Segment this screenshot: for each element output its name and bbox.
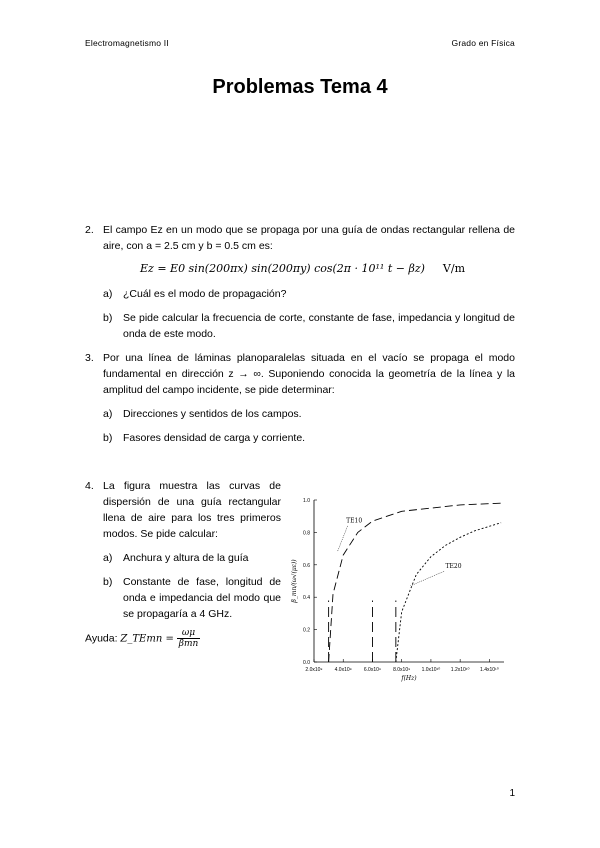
problem-2 <box>85 222 515 254</box>
problem-2-number: 2. <box>85 224 94 236</box>
problem-2-a: a) ¿Cuál es el modo de propagación? <box>103 288 287 300</box>
x-tick-label: 1.2x10¹⁰ <box>450 667 470 673</box>
problem-4 <box>85 478 281 542</box>
problem-4-text: La figura muestra las curvas de dispersión de una guía rectangular llena de aire para los tres primeros modos. Se pide calcular: <box>103 480 281 540</box>
problem-4-b: b) Constante de fase, longitud de onda e impedancia del modo que se propagaría a 4 GHz. <box>103 576 281 620</box>
annotation-te10-arrow <box>337 526 347 552</box>
problem-2-text: El campo Ez en un modo que se propaga por una guía de ondas rectangular rellena de aire, con a = 2.5 cm y b = 0.5 cm es: <box>103 224 515 252</box>
y-tick-label: 0.2 <box>303 627 310 634</box>
series-line-TE10 <box>329 503 502 662</box>
problem-3-b: b) Fasores densidad de carga y corriente. <box>103 432 306 444</box>
y-tick-label: 1.0 <box>303 498 310 504</box>
problem-2-equation: Ez = E0 sin(200πx) sin(200πy) cos(2π · 10¹¹ t − βz) V/m <box>140 262 466 275</box>
x-tick-label: 8.0x10⁹ <box>393 667 411 673</box>
problem-3-text: Por una línea de láminas planoparalelas situada en el vacío se propaga el modo fundamental en dirección z → ∞. Suponiendo conocida la geometría de la línea y la amplitud del campo incidente, se pide determinar: <box>103 352 515 396</box>
problem-2-b: b) Se pide calcular la frecuencia de corte, constante de fase, impedancia y longitud de onda de este modo. <box>103 312 515 340</box>
series-line-TE20 <box>396 523 501 662</box>
problem-3 <box>85 350 515 398</box>
y-tick-label: 0.4 <box>303 595 310 602</box>
y-axis-label: β_mn/(ω√(με)) <box>291 559 298 603</box>
problem-3-a: a) Direcciones y sentidos de los campos. <box>103 408 302 420</box>
x-axis-label: f(Hz) <box>401 675 417 682</box>
annotation-te20-arrow <box>410 571 444 586</box>
x-tick-label: 1.0x10¹⁰ <box>421 667 441 673</box>
header-course: Electromagnetismo II <box>85 38 169 48</box>
problem-3-number: 3. <box>85 352 94 364</box>
page-number: 1 <box>509 788 515 799</box>
header-degree: Grado en Física <box>451 38 515 48</box>
x-tick-label: 1.4x10¹⁰ <box>480 667 499 673</box>
y-tick-label: 0.0 <box>303 660 310 666</box>
page-title: Problemas Tema 4 <box>212 76 388 98</box>
dispersion-chart <box>286 490 516 690</box>
annotation-te10: TE10 <box>346 517 363 525</box>
y-tick-label: 0.6 <box>303 562 310 569</box>
x-tick-label: 4.0x10⁹ <box>334 667 352 673</box>
y-tick-label: 0.8 <box>303 530 310 537</box>
problem-4-a: a) Anchura y altura de la guía <box>103 552 249 564</box>
x-tick-label: 2.0x10⁹ <box>305 667 323 673</box>
x-tick-label: 6.0x10⁹ <box>363 667 382 673</box>
annotation-te20: TE20 <box>445 563 462 571</box>
problem-4-hint: Ayuda: Z_TEmn = $\frac{\omega\mu}{\text{βmn}}$ <box>85 628 199 649</box>
problem-4-number: 4. <box>85 480 94 492</box>
